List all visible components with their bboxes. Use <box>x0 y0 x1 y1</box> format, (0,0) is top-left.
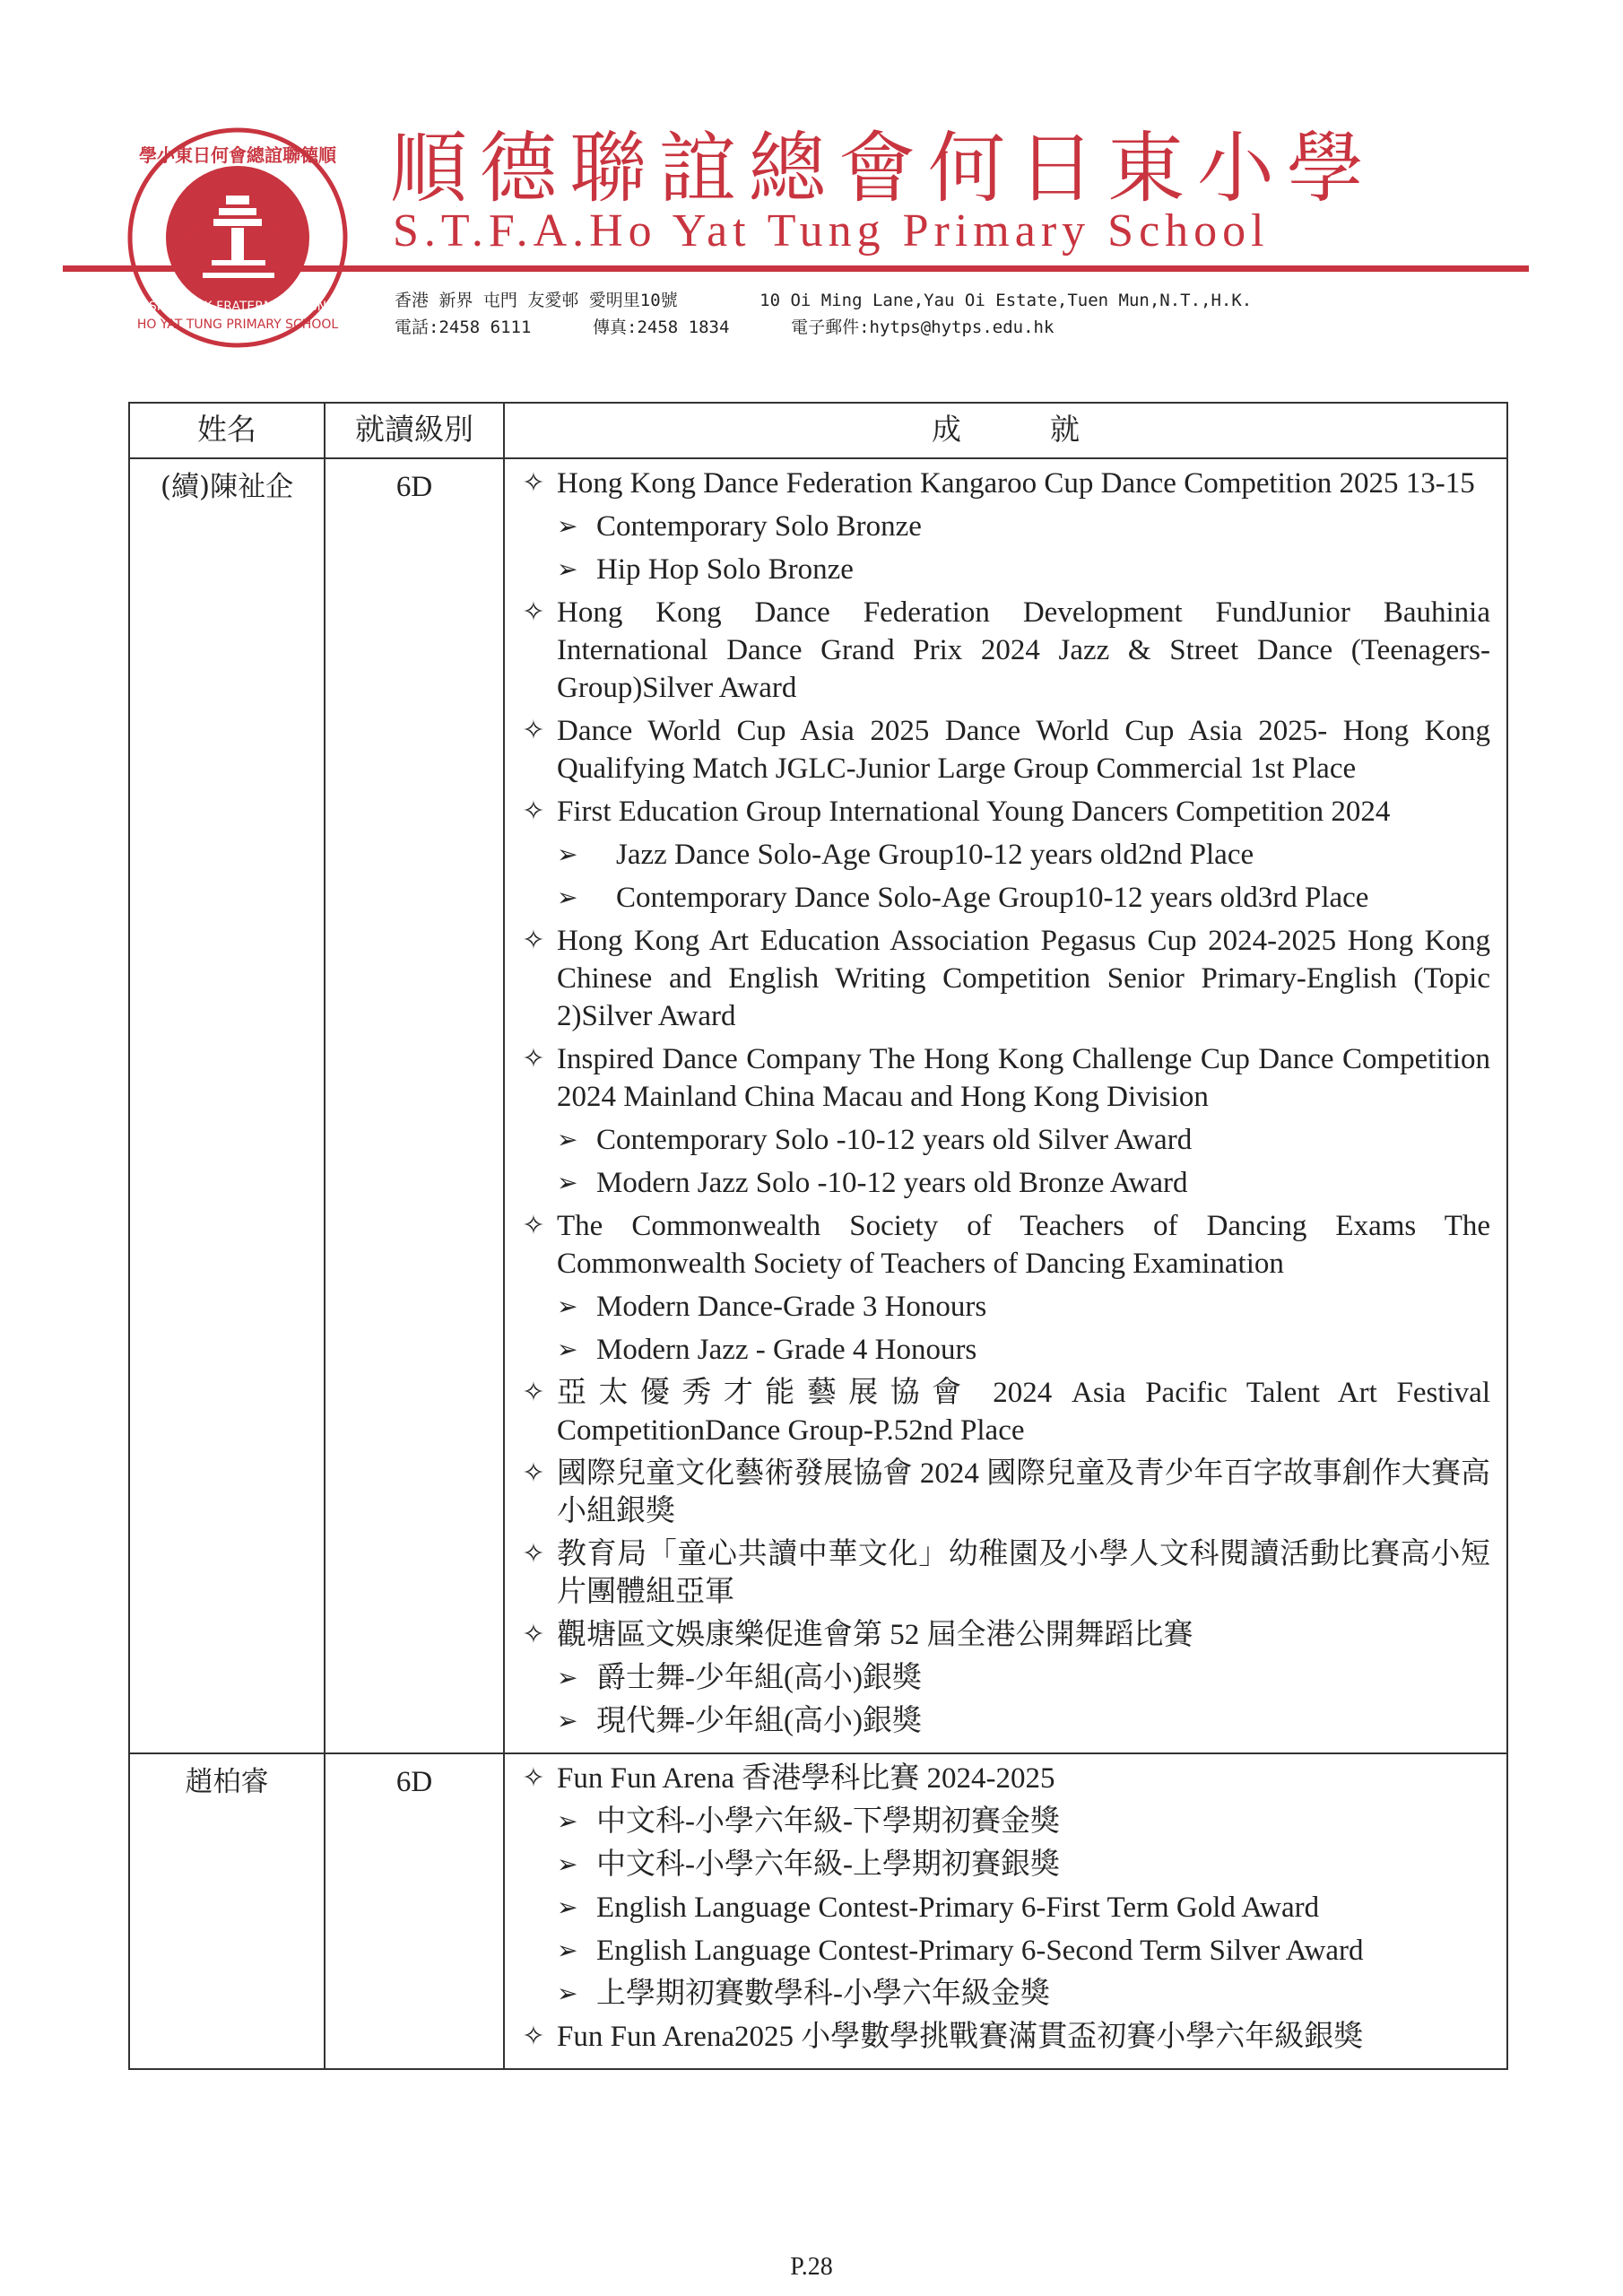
sparkle-bullet-icon: ✧ <box>522 1538 545 1570</box>
achievement-text: Inspired Dance Company The Hong Kong Challenge Cup Dance Competition 2024 Mainland China Macau and Hong Kong Division <box>557 1043 1490 1113</box>
arrow-bullet-icon: ➢ <box>557 1168 578 1197</box>
arrow-bullet-icon: ➢ <box>557 1806 578 1836</box>
arrow-bullet-icon: ➢ <box>557 1663 578 1692</box>
achievement-text: 國際兒童文化藝術發展協會 2024 國際兒童及青少年百字故事創作大賽高小組銀獎 <box>557 1457 1490 1527</box>
school-name-chinese: 順德聯誼總會何日東小學 <box>390 124 1376 213</box>
svg-text:HO YAT TUNG PRIMARY SCHOOL: HO YAT TUNG PRIMARY SCHOOL <box>136 317 339 332</box>
svg-text:SHUN TAK FRATERNAL ASSN: SHUN TAK FRATERNAL ASSN <box>148 300 327 314</box>
achievement-item <box>510 712 1490 787</box>
achievement-subitem <box>557 1164 1490 1202</box>
achievement-subitem <box>557 1932 1490 1970</box>
achievement-subitem <box>557 1889 1490 1926</box>
subitem-text: Modern Jazz - Grade 4 Honours <box>596 1334 977 1366</box>
header-name: 姓名 <box>129 403 325 458</box>
achievement-list <box>504 458 1507 1753</box>
achievement-subitem <box>557 1846 1490 1883</box>
achievement-text: 教育局「童心共讀中華文化」幼稚園及小學人文科閱讀活動比賽高小短片團體組亞軍 <box>557 1538 1490 1608</box>
achievement-item <box>510 1535 1490 1611</box>
header-class: 就讀級別 <box>325 403 504 458</box>
achievement-item <box>510 1455 1490 1530</box>
arrow-bullet-icon: ➢ <box>557 1292 578 1321</box>
subitem-text: Modern Jazz Solo -10-12 years old Bronze Award <box>596 1167 1188 1199</box>
phone-number: 電話:2458 6111 <box>395 317 532 337</box>
achievement-item <box>510 1374 1490 1449</box>
school-logo-seal <box>126 126 350 350</box>
arrow-bullet-icon: ➢ <box>557 1706 578 1735</box>
achievement-text: 亞太優秀才能藝展協會 2024 Asia Pacific Talent Art Festival CompetitionDance Group-P.52nd Place <box>557 1377 1490 1447</box>
achievement-text: Fun Fun Arena2025 小學數學挑戰賽滿貫盃初賽小學六年級銀獎 <box>557 2021 1364 2053</box>
subitem-text: 中文科-小學六年級-上學期初賽銀獎 <box>596 1848 1060 1881</box>
letterhead-rule <box>63 265 1529 272</box>
sparkle-bullet-icon: ✧ <box>522 925 545 956</box>
email-address: 電子郵件:hytps@hytps.edu.hk <box>791 317 1055 337</box>
arrow-bullet-icon: ➢ <box>557 554 578 584</box>
achievement-text: 觀塘區文娛康樂促進會第 52 屆全港公開舞蹈比賽 <box>557 1619 1193 1651</box>
sparkle-bullet-icon: ✧ <box>522 596 545 628</box>
achievement-subitem <box>557 1121 1490 1159</box>
achievement-text: Hong Kong Dance Federation Development FundJunior Bauhinia International Dance Grand Prix 2024 Jazz & Street Dance (Teenagers-Group)Silver Award <box>557 596 1490 704</box>
arrow-bullet-icon: ➢ <box>557 839 578 869</box>
sparkle-bullet-icon: ✧ <box>522 1210 545 1241</box>
subitem-text: Hip Hop Solo Bronze <box>596 553 854 586</box>
achievement-item <box>510 1760 1490 1797</box>
achievement-subitem <box>557 508 1490 545</box>
page-number: P.28 <box>790 2253 833 2281</box>
achievement-item <box>510 1040 1490 1116</box>
sparkle-bullet-icon: ✧ <box>522 1762 545 1794</box>
sparkle-bullet-icon: ✧ <box>522 2021 545 2052</box>
achievement-list <box>504 1753 1507 2069</box>
subitem-text: 現代舞-少年組(高小)銀獎 <box>596 1705 922 1737</box>
achievement-subitem <box>557 879 1490 917</box>
subitem-text: 中文科-小學六年級-下學期初賽金獎 <box>596 1805 1060 1838</box>
achievement-subitem <box>557 1331 1490 1369</box>
address-chinese: 香港 新界 屯門 友愛邨 愛明里10號 <box>395 291 678 310</box>
header-achievements: 成 就 <box>504 403 1507 458</box>
arrow-bullet-icon: ➢ <box>557 1935 578 1965</box>
achievement-item <box>510 465 1490 502</box>
table-header-row <box>129 403 1507 458</box>
achievement-item <box>510 793 1490 831</box>
arrow-bullet-icon: ➢ <box>557 1979 578 2008</box>
achievement-text: The Commonwealth Society of Teachers of Dancing Exams The Commonwealth Society of Teachers of Dancing Examination <box>557 1210 1490 1280</box>
address-english: 10 Oi Ming Lane,Yau Oi Estate,Tuen Mun,N.T.,H.K. <box>759 291 1253 310</box>
arrow-bullet-icon: ➢ <box>557 511 578 541</box>
student-class: 6D <box>325 1753 504 2069</box>
achievements-table <box>128 402 1508 2070</box>
sparkle-bullet-icon: ✧ <box>522 1457 545 1489</box>
achievement-text: Hong Kong Dance Federation Kangaroo Cup Dance Competition 2025 13-15 <box>557 467 1475 500</box>
achievement-item <box>510 1616 1490 1654</box>
achievement-subitem <box>557 1975 1490 2013</box>
achievement-item <box>510 1207 1490 1283</box>
achievement-subitem <box>557 1803 1490 1840</box>
table-row <box>129 1753 1507 2069</box>
subitem-text: 爵士舞-少年組(高小)銀獎 <box>596 1662 922 1694</box>
contact-line <box>395 314 1054 338</box>
subitem-text: English Language Contest-Primary 6-First Term Gold Award <box>596 1892 1320 1924</box>
address-line <box>395 287 1252 311</box>
achievement-subitem <box>557 1288 1490 1326</box>
fax-number: 傳真:2458 1834 <box>593 317 730 337</box>
table-row <box>129 458 1507 1753</box>
sparkle-bullet-icon: ✧ <box>522 715 545 746</box>
arrow-bullet-icon: ➢ <box>557 1335 578 1364</box>
sparkle-bullet-icon: ✧ <box>522 1043 545 1074</box>
achievement-item <box>510 2018 1490 2056</box>
achievement-subitem <box>557 551 1490 588</box>
achievement-item <box>510 922 1490 1035</box>
achievement-subitem <box>557 1702 1490 1740</box>
subitem-text: Contemporary Dance Solo-Age Group10-12 years old3rd Place <box>616 882 1369 914</box>
achievement-subitem <box>557 1659 1490 1697</box>
student-class: 6D <box>325 458 504 1753</box>
subitem-text: Contemporary Solo -10-12 years old Silver Award <box>596 1124 1193 1156</box>
achievement-subitem <box>557 836 1490 874</box>
sparkle-bullet-icon: ✧ <box>522 1619 545 1650</box>
school-name-english: S.T.F.A.Ho Yat Tung Primary School <box>393 205 1270 257</box>
achievement-item <box>510 594 1490 707</box>
subitem-text: Contemporary Solo Bronze <box>596 510 922 543</box>
arrow-bullet-icon: ➢ <box>557 883 578 912</box>
subitem-text: English Language Contest-Primary 6-Second Term Silver Award <box>596 1935 1364 1967</box>
student-name: (續)陳祉企 <box>129 458 325 1753</box>
sparkle-bullet-icon: ✧ <box>522 467 545 499</box>
subitem-text: 上學期初賽數學科-小學六年級金獎 <box>596 1978 1050 2010</box>
sparkle-bullet-icon: ✧ <box>522 1377 545 1408</box>
achievement-text: Fun Fun Arena 香港學科比賽 2024-2025 <box>557 1762 1055 1795</box>
achievement-text: First Education Group International Young Dancers Competition 2024 <box>557 796 1391 828</box>
sparkle-bullet-icon: ✧ <box>522 796 545 827</box>
arrow-bullet-icon: ➢ <box>557 1125 578 1154</box>
student-name: 趙柏睿 <box>129 1753 325 2069</box>
arrow-bullet-icon: ➢ <box>557 1849 578 1879</box>
arrow-bullet-icon: ➢ <box>557 1892 578 1922</box>
subitem-text: Modern Dance-Grade 3 Honours <box>596 1291 987 1323</box>
achievement-text: Dance World Cup Asia 2025 Dance World Cup Asia 2025- Hong Kong Qualifying Match JGLC-Junior Large Group Commercial 1st Place <box>557 715 1490 785</box>
subitem-text: Jazz Dance Solo-Age Group10-12 years old2nd Place <box>616 839 1254 871</box>
achievement-text: Hong Kong Art Education Association Pegasus Cup 2024-2025 Hong Kong Chinese and English Writing Competition Senior Primary-English (Topic 2)Silver Award <box>557 925 1490 1032</box>
svg-text:學小東日何會總誼聯德順: 學小東日何會總誼聯德順 <box>139 144 336 166</box>
